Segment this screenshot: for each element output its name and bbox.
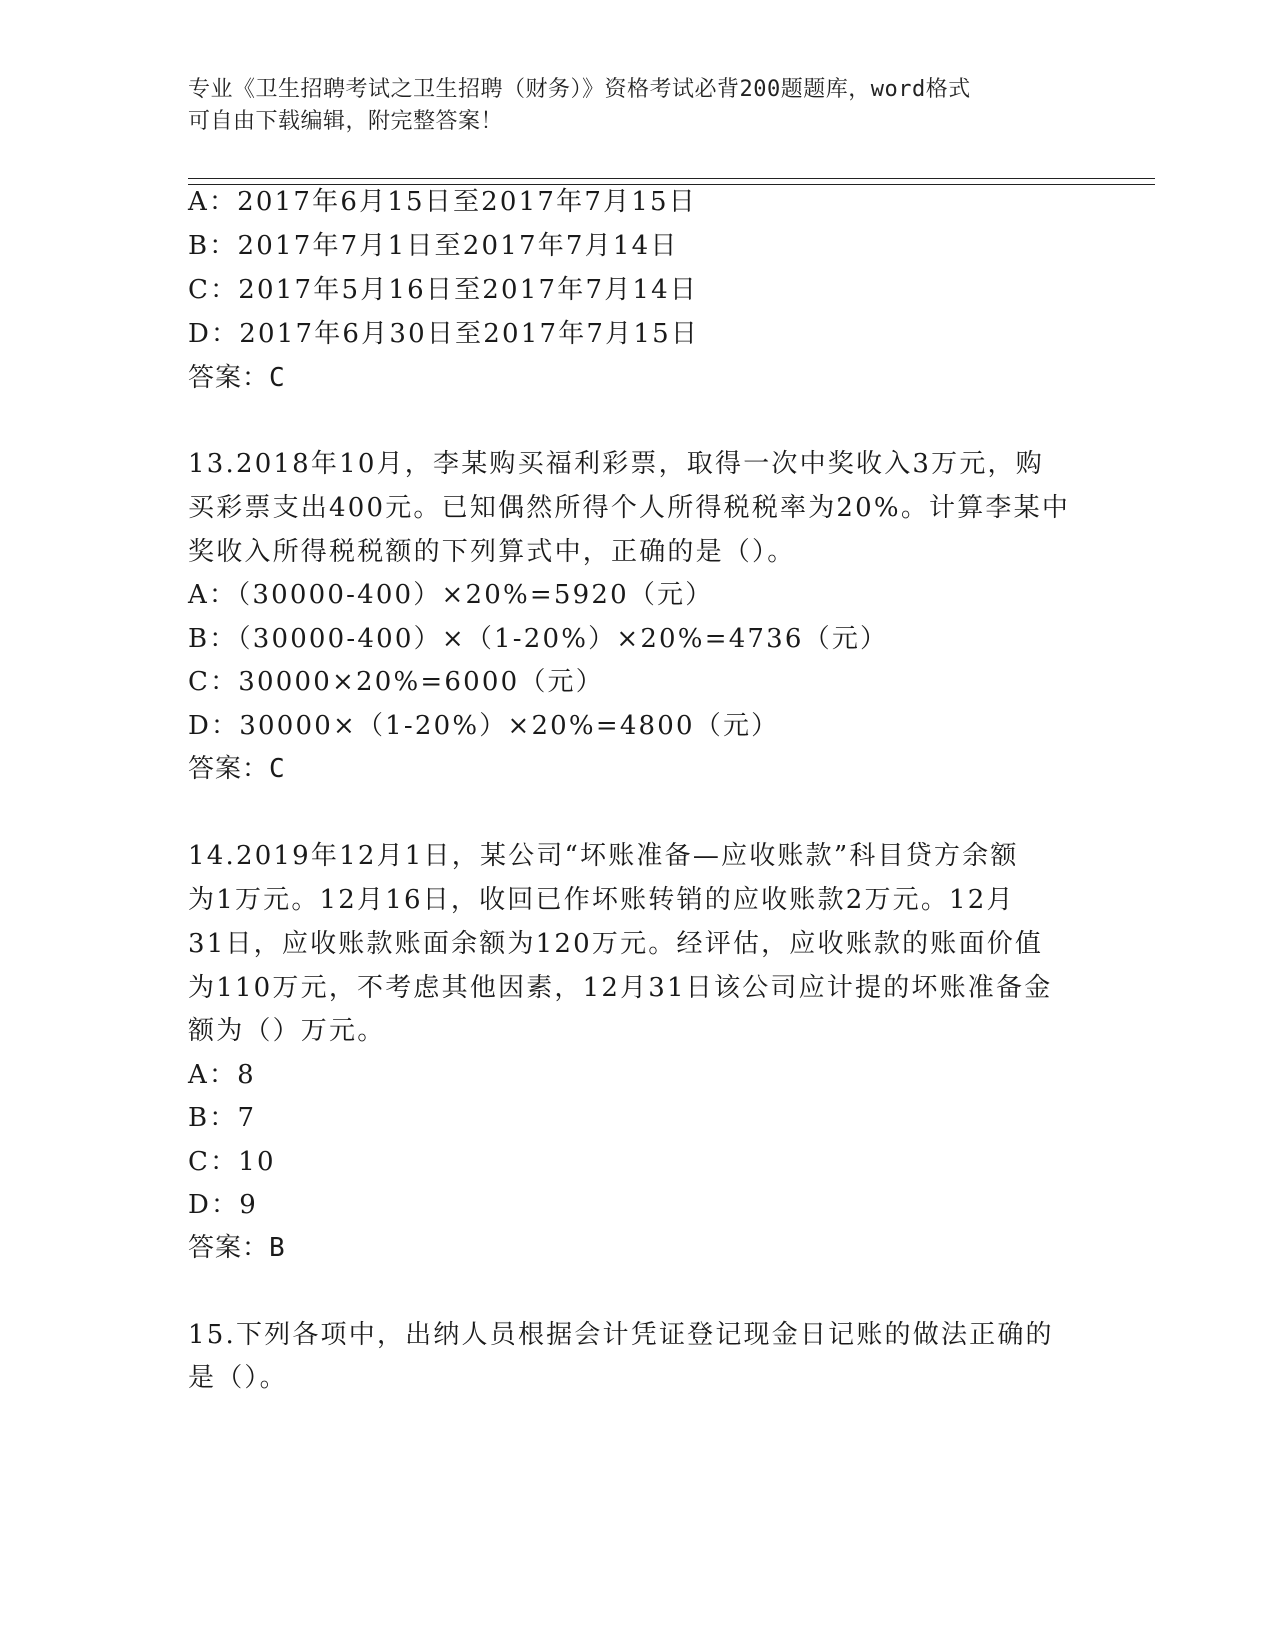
q13-option-b: B：（30000-400）×（1-20%）×20%=4736（元） [188, 624, 889, 654]
q15-stem-line-1: 15.下列各项中，出纳人员根据会计凭证登记现金日记账的做法正确的 [188, 1320, 1054, 1350]
q13-answer: 答案：C [188, 754, 286, 784]
q12-option-c: C：2017年5月16日至2017年7月14日 [188, 275, 699, 305]
q14-stem-line-4: 为110万元，不考虑其他因素，12月31日该公司应计提的坏账准备金 [188, 973, 1053, 1003]
q13-stem-line-1: 13.2018年10月，李某购买福利彩票，取得一次中奖收入3万元，购 [188, 449, 1044, 479]
q12-option-d: D：2017年6月30日至2017年7月15日 [188, 319, 700, 349]
q14-stem-line-2: 为1万元。12月16日，收回已作坏账转销的应收账款2万元。12月 [188, 885, 1015, 915]
q14-stem-line-1: 14.2019年12月1日，某公司“坏账准备—应收账款”科目贷方余额 [188, 841, 1019, 871]
q14-stem-line-3: 31日，应收账款账面余额为120万元。经评估，应收账款的账面价值 [188, 929, 1044, 959]
q14-option-a: A：8 [188, 1060, 256, 1090]
q13-stem-line-3: 奖收入所得税税额的下列算式中，正确的是（）。 [188, 537, 796, 567]
q12-answer: 答案：C [188, 363, 286, 393]
q13-option-a: A：（30000-400）×20%=5920（元） [188, 580, 714, 610]
q13-option-d: D：30000×（1-20%）×20%=4800（元） [188, 711, 780, 741]
header-title-line-1: 专业《卫生招聘考试之卫生招聘（财务）》资格考试必背200题题库，word格式 [188, 77, 971, 102]
q12-option-a: A：2017年6月15日至2017年7月15日 [188, 187, 697, 217]
header-divider-bottom [188, 184, 1155, 185]
header-divider-top [188, 178, 1155, 179]
header-title-line-2: 可自由下载编辑，附完整答案！ [188, 109, 504, 134]
q13-stem-line-2: 买彩票支出400元。已知偶然所得个人所得税税率为20%。计算李某中 [188, 493, 1071, 523]
q12-option-b: B：2017年7月1日至2017年7月14日 [188, 231, 679, 261]
q14-answer: 答案：B [188, 1233, 286, 1263]
q14-option-c: C：10 [188, 1147, 276, 1177]
q14-stem-line-5: 额为（）万元。 [188, 1016, 386, 1046]
q14-option-d: D：9 [188, 1190, 258, 1220]
q13-option-c: C：30000×20%=6000（元） [188, 667, 604, 697]
document-header [188, 74, 1068, 138]
q15-stem-line-2: 是（）。 [188, 1363, 288, 1393]
q14-option-b: B：7 [188, 1103, 257, 1133]
